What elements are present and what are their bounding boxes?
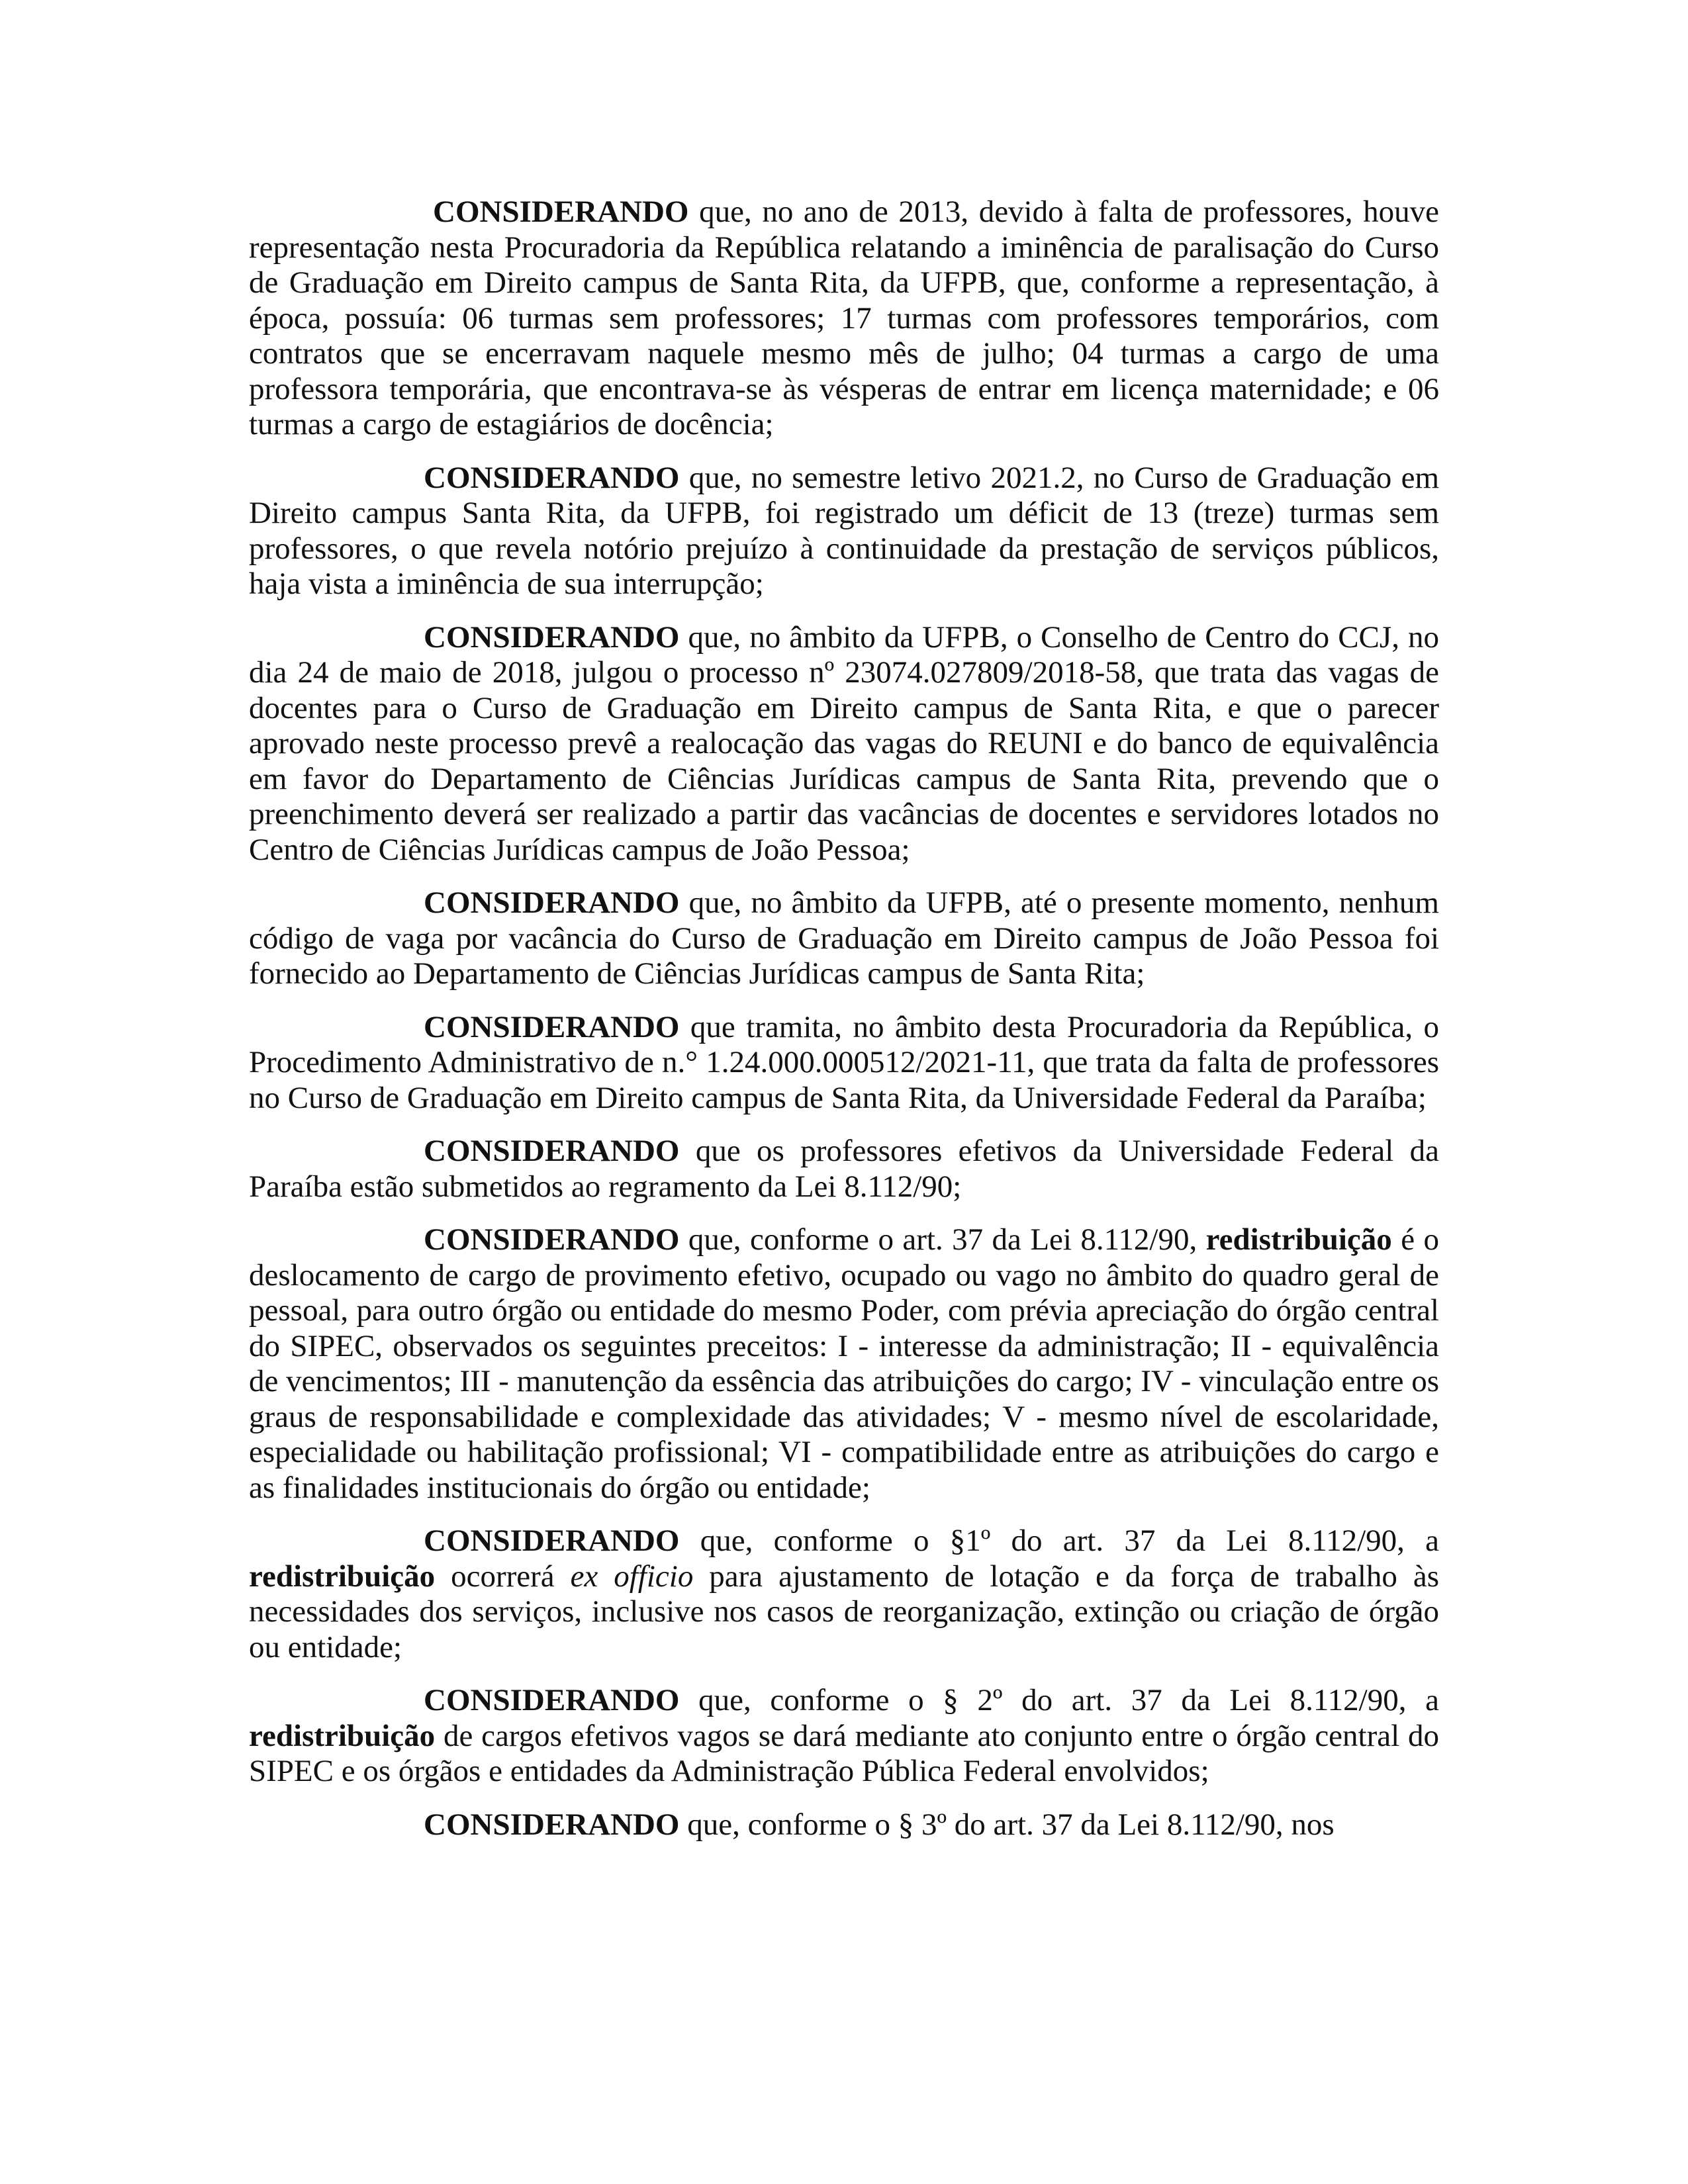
paragraph-lead: CONSIDERANDO	[424, 1524, 680, 1558]
paragraph-text: de cargos efetivos vagos se dará mediante ato conjunto entre o órgão central do SIPEC e os órgãos e entidades da Administração Pública Federal envolvidos;	[249, 1718, 1439, 1788]
paragraph-lead: CONSIDERANDO	[424, 460, 680, 495]
paragraph-text: que, conforme o § 2º do art. 37 da Lei 8.112/90, a	[679, 1683, 1439, 1717]
considerando-paragraph-5	[249, 1010, 1439, 1116]
considerando-paragraph-4	[249, 886, 1439, 992]
considerando-paragraph-2	[249, 461, 1439, 602]
paragraph-text: que, no semestre letivo 2021.2, no Curso de Graduação em Direito campus Santa Rita, da UFPB, foi registrado um déficit de 13 (treze) turmas sem professores, o que revela notório prejuízo à continuidade da prestação de serviços públicos, haja vista a iminência de sua interrupção;	[249, 460, 1439, 601]
considerando-paragraph-6	[249, 1134, 1439, 1205]
paragraph-text: que, no ano de 2013, devido à falta de professores, houve representação nesta Procuradoria da República relatando a iminência de paralisação do Curso de Graduação em Direito campus de Santa Rita, da UFPB, que, conforme a representação, à época, possuía: 06 turmas sem professores; 17 turmas com professores temporários, com contratos que se encerravam naquele mesmo mês de julho; 04 turmas a cargo de uma professora temporária, que encontrava-se às vésperas de entrar em licença maternidade; e 06 turmas a cargo de estagiários de docência;	[249, 195, 1439, 441]
paragraph-text: que tramita, no âmbito desta Procuradoria da República, o Procedimento Administrativo de n.° 1.24.000.000512/2021-11, que trata da falta de professores no Curso de Graduação em Direito campus de Santa Rita, da Universidade Federal da Paraíba;	[249, 1009, 1439, 1115]
paragraph-text: que, no âmbito da UFPB, o Conselho de Centro do CCJ, no dia 24 de maio de 2018, julgou o processo nº 23074.027809/2018-58, que trata das vagas de docentes para o Curso de Graduação em Direito campus de Santa Rita, e que o parecer aprovado neste processo prevê a realocação das vagas do REUNI e do banco de equivalência em favor do Departamento de Ciências Jurídicas campus de Santa Rita, prevendo que o preenchimento deverá ser realizado a partir das vacâncias de docentes e servidores lotados no Centro de Ciências Jurídicas campus de João Pessoa;	[249, 619, 1439, 867]
considerando-paragraph-3	[249, 620, 1439, 868]
paragraph-text: para ajustamento de lotação e da força de trabalho às necessidades dos serviços, inclusive nos casos de reorganização, extinção ou criação de órgão ou entidade;	[249, 1559, 1439, 1664]
paragraph-lead: CONSIDERANDO	[424, 886, 680, 920]
considerando-paragraph-9	[249, 1683, 1439, 1790]
paragraph-lead: CONSIDERANDO	[424, 1222, 680, 1257]
paragraph-lead: CONSIDERANDO	[424, 1807, 680, 1842]
paragraph-lead: CONSIDERANDO	[424, 1134, 680, 1168]
emphasis-redistribuicao: redistribuição	[1205, 1222, 1392, 1257]
considerando-paragraph-10	[249, 1807, 1439, 1843]
paragraph-text: que, conforme o § 3º do art. 37 da Lei 8.112/90, nos	[679, 1807, 1335, 1842]
paragraph-lead: CONSIDERANDO	[424, 1009, 680, 1044]
paragraph-lead: CONSIDERANDO	[424, 619, 680, 655]
paragraph-text: que, no âmbito da UFPB, até o presente momento, nenhum código de vaga por vacância do Curso de Graduação em Direito campus de João Pessoa foi fornecido ao Departamento de Ciências Jurídicas campus de Santa Rita;	[249, 886, 1439, 991]
considerando-paragraph-8	[249, 1524, 1439, 1665]
paragraph-text: que os professores efetivos da Universidade Federal da Paraíba estão submetidos ao regramento da Lei 8.112/90;	[249, 1134, 1439, 1204]
emphasis-redistribuicao: redistribuição	[249, 1559, 436, 1594]
paragraph-text: ocorrerá	[435, 1559, 571, 1594]
emphasis-redistribuicao: redistribuição	[249, 1718, 436, 1753]
paragraph-text: que, conforme o art. 37 da Lei 8.112/90,	[679, 1222, 1206, 1257]
considerando-paragraph-1	[249, 195, 1439, 443]
paragraph-lead: CONSIDERANDO	[424, 1683, 680, 1717]
emphasis-ex-officio: ex officio	[570, 1559, 694, 1594]
paragraph-lead: CONSIDERANDO	[433, 195, 689, 229]
paragraph-text: é o deslocamento de cargo de provimento efetivo, ocupado ou vago no âmbito do quadro geral de pessoal, para outro órgão ou entidade do mesmo Poder, com prévia apreciação do órgão central do SIPEC, observados os seguintes preceitos: I - interesse da administração; II - equivalência de vencimentos; III - manutenção da essência das atribuições do cargo; IV - vinculação entre os graus de responsabilidade e complexidade das atividades; V - mesmo nível de escolaridade, especialidade ou habilitação profissional; VI - compatibilidade entre as atribuições do cargo e as finalidades institucionais do órgão ou entidade;	[249, 1222, 1439, 1505]
paragraph-text: que, conforme o §1º do art. 37 da Lei 8.112/90, a	[679, 1524, 1439, 1558]
document-page	[249, 195, 1439, 1843]
considerando-paragraph-7	[249, 1222, 1439, 1506]
